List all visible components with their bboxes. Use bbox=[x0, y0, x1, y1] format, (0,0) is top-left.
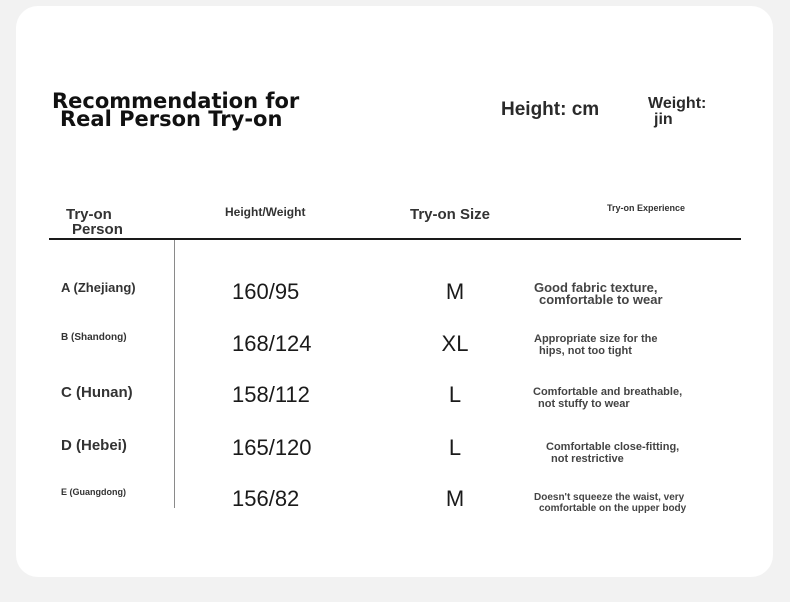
column-divider bbox=[174, 240, 175, 508]
title-line-1: Recommendation for bbox=[52, 89, 300, 113]
row-e-experience-line-1: Doesn't squeeze the waist, very bbox=[534, 492, 685, 503]
row-d-experience-line-2: not restrictive bbox=[551, 453, 624, 465]
row-c-experience-line-1: Comfortable and breathable, bbox=[533, 386, 683, 398]
row-a-experience-line-1: Good fabric texture, bbox=[534, 280, 658, 295]
row-a-height-weight: 160/95 bbox=[232, 279, 300, 304]
row-d-experience-line-1: Comfortable close-fitting, bbox=[546, 441, 680, 453]
height-unit-label: Height: cm bbox=[501, 99, 600, 120]
row-e-experience bbox=[534, 492, 686, 514]
row-a-size: M bbox=[445, 279, 465, 304]
row-c-experience bbox=[533, 386, 682, 410]
weight-unit-label bbox=[648, 96, 706, 128]
row-b-height-weight: 168/124 bbox=[232, 331, 312, 356]
row-c-size: L bbox=[448, 382, 462, 407]
header-divider bbox=[49, 238, 741, 240]
page-title bbox=[52, 89, 300, 131]
row-d-size: L bbox=[448, 435, 462, 460]
column-header-height-weight: Height/Weight bbox=[225, 205, 306, 219]
row-b-experience-line-2: hips, not too tight bbox=[539, 345, 632, 357]
weight-unit-line-2: jin bbox=[654, 111, 673, 128]
column-header-person-line-1: Try-on bbox=[66, 206, 112, 223]
row-b-size: XL bbox=[441, 331, 469, 356]
row-e-height-weight: 156/82 bbox=[232, 486, 300, 511]
row-e-experience-line-2: comfortable on the upper body bbox=[539, 503, 687, 514]
row-b-person: B (Shandong) bbox=[61, 332, 127, 343]
column-header-person bbox=[66, 207, 123, 237]
row-e-size: M bbox=[445, 486, 465, 511]
row-b-experience bbox=[534, 333, 657, 357]
column-header-experience: Try-on Experience bbox=[607, 203, 686, 213]
row-c-person: C (Hunan) bbox=[61, 384, 133, 401]
row-d-experience bbox=[546, 441, 679, 465]
weight-unit-line-1: Weight: bbox=[648, 95, 707, 112]
row-c-height-weight: 158/112 bbox=[232, 382, 310, 407]
title-line-2: Real Person Try-on bbox=[60, 107, 283, 131]
row-a-person: A (Zhejiang) bbox=[61, 280, 136, 295]
row-b-experience-line-1: Appropriate size for the bbox=[534, 333, 658, 345]
row-e-person: E (Guangdong) bbox=[61, 487, 126, 497]
row-a-experience bbox=[534, 282, 663, 306]
column-header-size: Try-on Size bbox=[410, 206, 491, 223]
row-c-experience-line-2: not stuffy to wear bbox=[538, 398, 630, 410]
row-a-experience-line-2: comfortable to wear bbox=[539, 292, 663, 307]
column-header-person-line-2: Person bbox=[72, 221, 123, 238]
row-d-height-weight: 165/120 bbox=[232, 435, 312, 460]
row-d-person: D (Hebei) bbox=[61, 437, 127, 454]
